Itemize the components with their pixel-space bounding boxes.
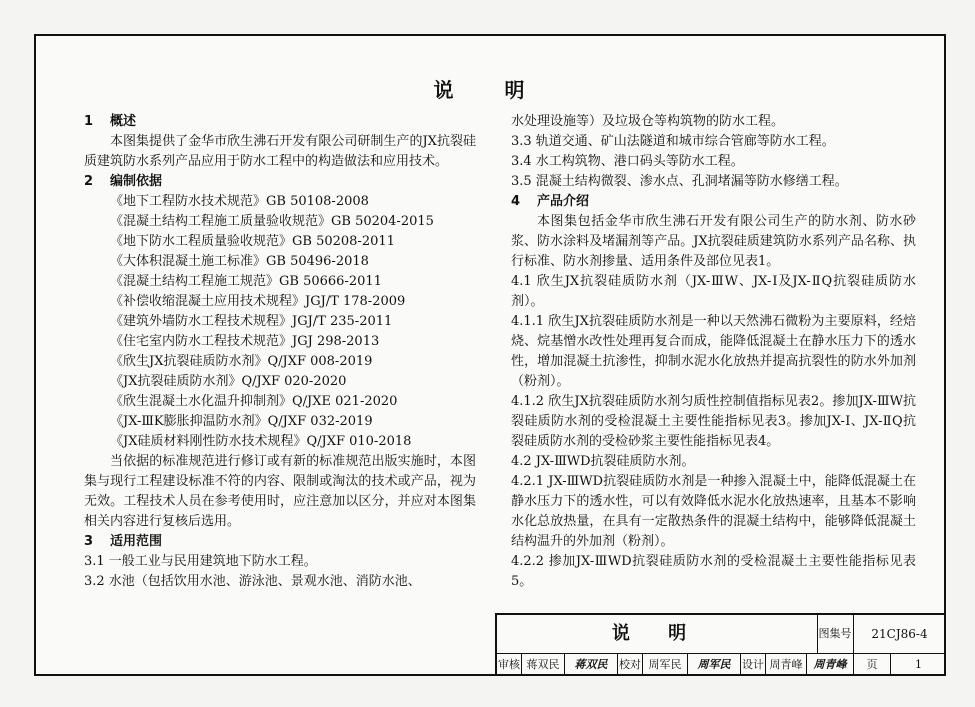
page-number: 1 [915,658,922,671]
page-label: 页 [854,654,891,676]
reference-item: 《JX-ⅢK膨胀抑温防水剂》Q/JXF 032-2019 [110,414,373,429]
section-4-2-2: 4.2.2 掺加JX-ⅢWD抗裂硅质防水剂的受检混凝土主要性能指标见表5。 [511,554,916,589]
section-3-heading: 3 适用范围 [84,534,163,549]
check-label: 校对 [618,654,643,676]
section-2-note: 当依据的标准规范进行修订或有新的标准规范出版实施时，本图集与现行工程建设标准不符的内容、限制或淘汰的技术或产品，视为无效。工程技术人员在参考使用时，应注意加以区分，并应对本图集相关内容进行复核后选用。 [84,454,476,529]
reference-item: 《欣生混凝土水化温升抑制剂》Q/JXE 021-2020 [110,394,398,409]
section-4-2: 4.2 JX-ⅢWD抗裂硅质防水剂。 [511,454,695,469]
section-4-1-2: 4.1.2 欣生JX抗裂硅质防水剂匀质性控制值指标见表2。掺加JX-ⅢW抗裂硅质防水剂的受检混凝土主要性能指标见表3。掺加JX-Ⅰ、JX-ⅡQ抗裂硅质防水剂的受检砂浆主要性能指标见表4。 [511,394,916,449]
checker-name: 周军民 [643,654,688,676]
section-4-1: 4.1 欣生JX抗裂硅质防水剂（JX-ⅢW、JX-Ⅰ及JX-ⅡQ抗裂硅质防水剂）。 [511,274,916,309]
reference-item: 《地下防水工程质量验收规范》GB 50208-2011 [110,234,395,249]
title-block [495,613,946,676]
checker-signature: 周军民 [688,654,741,676]
reference-item: 《建筑外墙防水工程技术规程》JGJ/T 235-2011 [110,314,393,329]
section-2-heading: 2 编制依据 [84,174,163,189]
section-4-2-1: 4.2.1 JX-ⅢWD抗裂硅质防水剂是一种掺入混凝土中，能降低混凝土在静水压力下的透水性，可以有效降低水泥水化放热速率，且基本不影响水化总放热量，在具有一定散热条件的混凝土结构中，能够降低混凝土结构温升的外加剂（粉剂）。 [511,474,916,549]
atlas-number-label: 图集号 [817,615,854,653]
reference-item: 《补偿收缩混凝土应用技术规程》JGJ/T 178-2009 [110,294,406,309]
drawing-sheet [34,34,946,676]
signature-row [497,654,946,676]
left-column [84,112,476,592]
reference-item: 《JX硅质材料刚性防水技术规程》Q/JXF 010-2018 [110,434,412,449]
reference-item: 《JX抗裂硅质防水剂》Q/JXF 020-2020 [110,374,347,389]
designer-name: 周青峰 [766,654,807,676]
section-3-5: 3.5 混凝土结构微裂、渗水点、孔洞堵漏等防水修缮工程。 [511,174,848,189]
section-4-heading: 4 产品介绍 [511,194,590,209]
section-3-2-continued: 水处理设施等）及垃圾仓等构筑物的防水工程。 [511,114,785,129]
atlas-number: 21CJ86-4 [871,627,928,641]
reference-item: 《混凝土结构工程施工规范》GB 50666-2011 [110,274,382,289]
reference-item: 《混凝土结构工程施工质量验收规范》GB 50204-2015 [110,214,434,229]
section-3-2: 3.2 水池（包括饮用水池、游泳池、景观水池、消防水池、 [84,574,421,589]
title-block-title: 说 明 [497,615,818,653]
designer-signature: 周青峰 [807,654,854,676]
section-3-1: 3.1 一般工业与民用建筑地下防水工程。 [84,554,317,569]
reviewer-name: 蒋双民 [522,654,565,676]
design-label: 设计 [741,654,766,676]
section-1-text: 本图集提供了金华市欣生沸石开发有限公司研制生产的JX抗裂硅质建筑防水系列产品应用于防水工程中的构造做法和应用技术。 [84,134,476,169]
section-3-4: 3.4 水工构筑物、港口码头等防水工程。 [511,154,744,169]
page-title: 说 明 [433,78,547,102]
reference-item: 《欣生JX抗裂硅质防水剂》Q/JXF 008-2019 [110,354,373,369]
reference-item: 《大体积混凝土施工标准》GB 50496-2018 [110,254,369,269]
reference-item: 《地下工程防水技术规范》GB 50108-2008 [110,194,369,209]
reviewer-signature: 蒋双民 [565,654,618,676]
review-label: 审核 [497,654,522,676]
reference-item: 《住宅室内防水工程技术规范》JGJ 298-2013 [110,334,380,349]
section-4-1-1: 4.1.1 欣生JX抗裂硅质防水剂是一种以天然沸石微粉为主要原料，经焙烧、烷基憎水改性处理再复合而成，能降低混凝土在静水压力下的透水性，增加混凝土抗渗性，抑制水泥水化放热并提高抗裂性的防水外加剂（粉剂）。 [511,314,916,389]
section-1-heading: 1 概述 [84,114,137,129]
right-column [511,112,916,592]
section-4-intro: 本图集包括金华市欣生沸石开发有限公司生产的防水剂、防水砂浆、防水涂料及堵漏剂等产品。JX抗裂硅质建筑防水系列产品名称、执行标准、防水剂掺量、适用条件及部位见表1。 [511,214,916,269]
section-3-3: 3.3 轨道交通、矿山法隧道和城市综合管廊等防水工程。 [511,134,835,149]
